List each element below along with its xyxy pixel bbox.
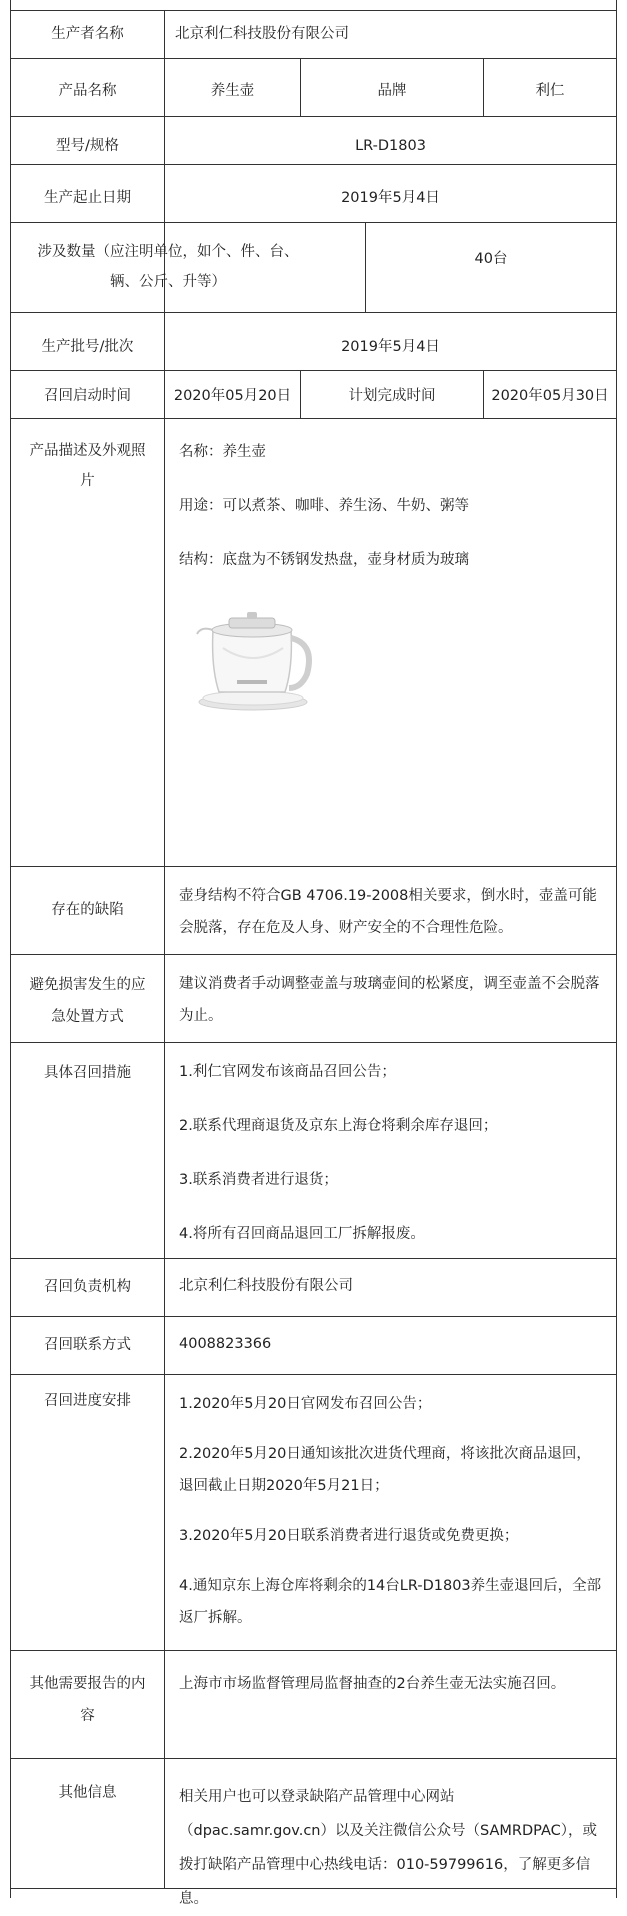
- producer-label: 生产者名称: [51, 26, 124, 42]
- measure-item: 1.利仁官网发布该商品召回公告；: [179, 1064, 396, 1080]
- other-report-label: 其他需要报告的内容: [29, 1676, 146, 1724]
- recall-contact-value: 4008823366: [179, 1336, 272, 1352]
- schedule-item: 2.2020年5月20日通知该批次进货代理商，将该批次商品退回，退回截止日期2020年5月21日；: [179, 1446, 591, 1494]
- schedule-item: 4.通知京东上海仓库将剩余的14台LR-D1803养生壶退回后，全部返厂拆解。: [179, 1578, 602, 1626]
- batch-label: 生产批号/批次: [41, 339, 134, 355]
- emergency-value: 建议消费者手动调整壶盖与玻璃壶间的松紧度，调至壶盖不会脱落为止。: [179, 976, 600, 1024]
- other-report-value: 上海市市场监督管理局监督抽查的2台养生壶无法实施召回。: [179, 1676, 566, 1692]
- model-label: 型号/规格: [56, 138, 119, 154]
- product-name-label: 产品名称: [58, 83, 117, 99]
- recall-contact-label: 召回联系方式: [44, 1337, 131, 1353]
- measure-item: 3.联系消费者进行退货；: [179, 1172, 338, 1188]
- plan-complete-value: 2020年05月30日: [491, 388, 609, 404]
- recall-org-value: 北京利仁科技股份有限公司: [179, 1278, 353, 1294]
- description-line: 用途：可以煮茶、咖啡、养生汤、牛奶、粥等: [179, 498, 469, 514]
- brand-value: 利仁: [535, 83, 565, 99]
- defect-value: 壶身结构不符合GB 4706.19-2008相关要求，倒水时，壶盖可能会脱落，存在危及人身、财产安全的不合理性危险。: [179, 888, 597, 936]
- batch-value: 2019年5月4日: [341, 339, 440, 355]
- production-date-label: 生产起止日期: [44, 190, 131, 206]
- measures-list: [165, 1042, 616, 1258]
- kettle-product-photo: [193, 608, 319, 712]
- product-name-value: 养生壶: [210, 83, 255, 99]
- recall-org-label: 召回负责机构: [44, 1279, 131, 1295]
- emergency-label: 避免损害发生的应急处置方式: [29, 977, 146, 1025]
- quantity-label: 涉及数量（应注明单位，如个、件、台、辆、公斤、升等）: [37, 244, 299, 290]
- plan-complete-label: 计划完成时间: [348, 388, 436, 404]
- schedule-list: [165, 1374, 616, 1650]
- measure-item: 2.联系代理商退货及京东上海仓将剩余库存退回；: [179, 1118, 498, 1134]
- production-date-value: 2019年5月4日: [341, 190, 440, 206]
- description-line: 结构：底盘为不锈钢发热盘，壶身材质为玻璃: [179, 552, 469, 568]
- row-divider: [10, 1888, 617, 1889]
- recall-start-value: 2020年05月20日: [173, 388, 292, 404]
- defect-label: 存在的缺陷: [51, 902, 124, 918]
- brand-label: 品牌: [377, 83, 407, 99]
- other-info-value: 相关用户也可以登录缺陷产品管理中心网站（dpac.samr.gov.cn）以及关注微信公众号（SAMRDPAC），或拨打缺陷产品管理中心热线电话：010-59799616，了解更多信息。: [179, 1789, 597, 1907]
- recall-start-label: 召回启动时间: [44, 388, 131, 404]
- other-info-label: 其他信息: [58, 1785, 117, 1801]
- description-line: 名称：养生壶: [179, 444, 266, 460]
- schedule-label: 召回进度安排: [44, 1393, 131, 1409]
- producer-value: 北京利仁科技股份有限公司: [175, 26, 349, 42]
- quantity-value: 40台: [474, 251, 508, 267]
- measures-label: 具体召回措施: [44, 1065, 131, 1081]
- schedule-item: 1.2020年5月20日官网发布召回公告；: [179, 1396, 432, 1412]
- schedule-item: 3.2020年5月20日联系消费者进行退货或免费更换；: [179, 1528, 519, 1544]
- measure-item: 4.将所有召回商品退回工厂拆解报废。: [179, 1226, 425, 1242]
- model-value: LR-D1803: [355, 138, 426, 154]
- description-label: 产品描述及外观照片: [29, 443, 146, 489]
